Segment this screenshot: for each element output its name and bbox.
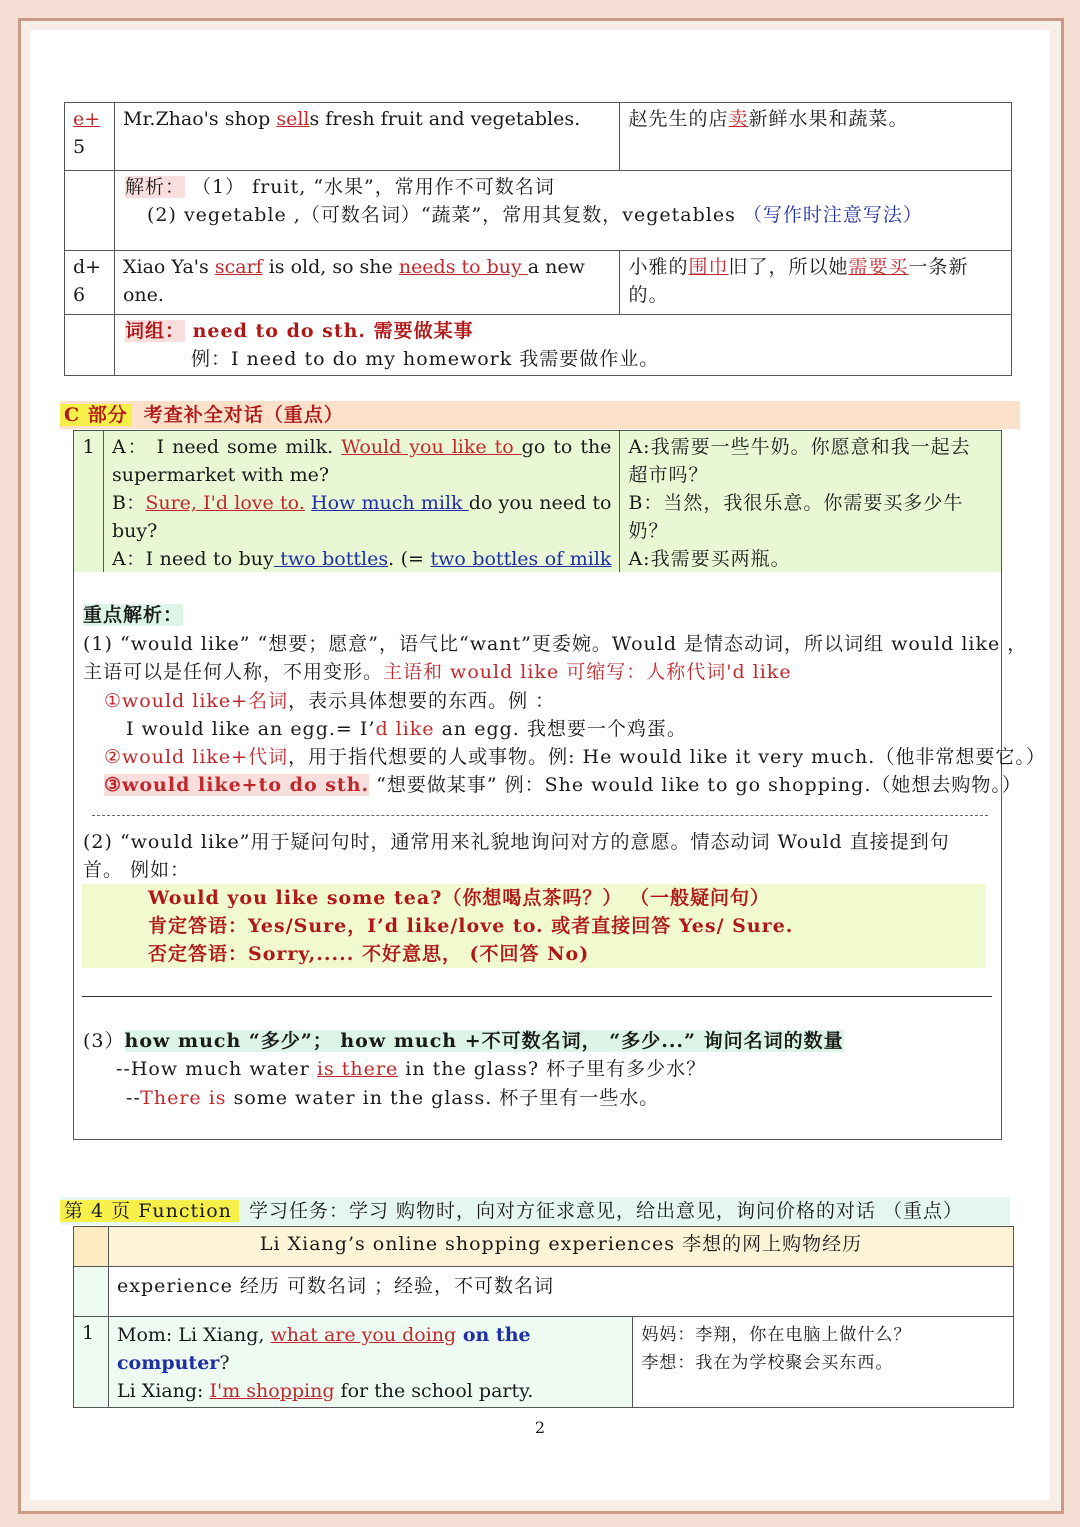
row-level: e+ <box>73 108 101 130</box>
text: is old, so she <box>262 256 399 278</box>
text: I'm shopping <box>209 1380 335 1402</box>
analysis-cell <box>114 171 1011 251</box>
dialogue-chinese <box>633 1317 1014 1408</box>
english-sentence <box>114 103 619 171</box>
phrase-text: need to do sth. 需要做某事 <box>185 320 474 342</box>
keyword-scarf: scarf <box>214 256 263 278</box>
vocab-note: experience 经历 可数名词 ；经验，不可数名词 <box>108 1267 1013 1317</box>
dialogue-english <box>108 1317 632 1408</box>
text: 赵先生的店 <box>628 108 729 130</box>
text: 新鲜水果和蔬菜。 <box>748 108 909 130</box>
row-level: d+ <box>73 256 102 278</box>
keyword-two-bottles: two bottles <box>273 548 389 570</box>
text: --How much water <box>116 1058 317 1080</box>
text: d like <box>375 718 435 740</box>
contraction-note: 主语和 would like 可缩写：人称代词'd like <box>383 661 792 683</box>
page-number: 2 <box>534 1418 546 1437</box>
text: is there <box>316 1058 399 1080</box>
phrase-example: 例：I need to do my homework 我需要做作业。 <box>190 348 660 370</box>
text: 旧了，所以她 <box>728 256 849 278</box>
analysis-p3-title <box>83 1027 844 1055</box>
section-tag: C 部分 <box>60 404 132 426</box>
analysis-label: 解析： <box>124 176 185 198</box>
keyword-needs: needs to buy <box>398 256 528 278</box>
text: (3） <box>83 1030 125 1052</box>
analysis-title <box>83 601 183 629</box>
page4-header <box>60 1197 1010 1225</box>
english-sentence <box>114 251 619 315</box>
chinese-sentence <box>620 251 1012 315</box>
text: ①would like+名词 <box>104 690 289 712</box>
keyword-xuyao: 需要买 <box>848 256 909 278</box>
text: go to the supermarket with me? <box>111 436 612 486</box>
phrase-cell <box>114 315 1011 376</box>
analysis-p2-line1: (2) “would like”用于疑问句时，通常用来礼貌地询问对方的意愿。情态动词 Would 直接提到句 <box>83 831 950 853</box>
analysis-p3-line2 <box>126 1084 659 1112</box>
text: an egg. 我想要一个鸡蛋。 <box>434 718 687 740</box>
text: ②would like+代词 <box>104 746 289 768</box>
phrase-label: 词组： <box>124 320 185 342</box>
row-index: 5 <box>73 136 86 158</box>
row-number <box>65 251 115 315</box>
table-row <box>65 315 1012 376</box>
table-row <box>74 1267 1014 1317</box>
chinese-sentence <box>620 103 1012 171</box>
empty-cell <box>74 1267 109 1317</box>
section-title: 考查补全对话（重点） <box>143 404 344 426</box>
text: A：I need to buy <box>111 548 274 570</box>
keyword-mai: 卖 <box>728 108 749 130</box>
writing-note: （写作时注意写法） <box>742 204 923 226</box>
table-row <box>65 103 1012 171</box>
text: on the computer <box>116 1324 531 1374</box>
text: There is <box>140 1087 227 1109</box>
text: 一条新的。 <box>628 256 969 306</box>
example-negative: 否定答语：Sorry,..... 不好意思， (不回答 No) <box>148 943 590 965</box>
section-c-header <box>60 401 1020 429</box>
page4-task: 学习任务：学习 购物时，向对方征求意见，给出意见，询问价格的对话 （重点） <box>248 1200 964 1222</box>
text: s <box>309 108 320 130</box>
keyword-would-you-like: Would you like to <box>341 436 522 458</box>
text: some water in the glass. 杯子里有一些水。 <box>226 1087 660 1109</box>
table-header <box>74 1227 1014 1267</box>
usage-2 <box>104 743 1046 771</box>
text: what are you doing <box>270 1324 457 1346</box>
text: A:我需要买两瓶。 <box>628 548 791 570</box>
text: （1） fruit, “水果”，常用作不可数名词 <box>192 176 555 198</box>
text: fresh fruit and vegetables. <box>319 108 581 130</box>
shopping-table <box>73 1226 1014 1408</box>
text: (2) vegetable ,（可数名词）“蔬菜”，常用其复数，vegetables <box>146 204 743 226</box>
usage-3 <box>104 771 1022 799</box>
text: ③would like+to do sth. <box>104 774 370 796</box>
text: Mom: Li Xiang, <box>116 1324 271 1346</box>
row-index: 1 <box>74 431 104 604</box>
table-row <box>65 251 1012 315</box>
analysis-p1-line1: (1) “would like” “想要；愿意”，语气比“want”更委婉。Would 是情态动词，所以词组 would like ， <box>83 633 1028 655</box>
usage-1-example <box>126 715 687 743</box>
keyword-weijin: 围巾 <box>688 256 729 278</box>
text: “想要做某事” 例：She would like to go shopping.（她想去购物。） <box>369 774 1022 796</box>
text: Xiao Ya's <box>122 256 215 278</box>
text: B：当然，我很乐意。你需要买多少牛 <box>628 492 964 514</box>
text: 李想：我在为学校聚会买东西。 <box>641 1353 894 1373</box>
analysis-p2-line2: 首。 例如： <box>83 859 191 881</box>
empty-cell <box>74 1227 109 1267</box>
text: ，表示具体想要的东西。例 ： <box>288 690 556 712</box>
text: ? <box>219 1352 230 1374</box>
text: I would like an egg.= I’ <box>126 718 376 740</box>
keyword-sells: sell <box>276 108 310 130</box>
text: . (= <box>388 548 431 570</box>
row-number <box>65 103 115 171</box>
text: Mr.Zhao's shop <box>122 108 277 130</box>
example-positive: 肯定答语：Yes/Sure，I’d like/love to. 或者直接回答 Yes/ Sure. <box>148 915 794 937</box>
usage-1 <box>104 687 555 715</box>
row-index: 6 <box>73 284 86 306</box>
solid-divider <box>82 996 992 997</box>
row-index: 1 <box>74 1317 109 1408</box>
text: do you need to buy? <box>111 492 612 542</box>
text: 超市吗？ <box>628 464 709 486</box>
text: a new one. <box>122 256 585 306</box>
dashed-divider <box>92 815 988 816</box>
analysis-p3-line1 <box>116 1055 706 1083</box>
keyword-how-much: How much milk <box>311 492 469 514</box>
text: 奶？ <box>628 520 669 542</box>
text: Li Xiang: <box>116 1380 210 1402</box>
text: B： <box>111 492 146 514</box>
keyword-two-bottles-milk: two bottles of milk <box>430 548 612 570</box>
text: 重点解析： <box>83 604 184 626</box>
table-title: Li Xiang’s online shopping experiences 李想的网上购物经历 <box>108 1227 1013 1267</box>
text: 小雅的 <box>628 256 689 278</box>
table-row <box>74 1317 1014 1408</box>
table-row <box>65 171 1012 251</box>
text: how much “多少”； how much +不可数名词， “多少...” 询问名词的数量 <box>124 1030 844 1052</box>
text: -- <box>126 1087 141 1109</box>
text: A： I need some milk. <box>111 436 342 458</box>
empty-cell <box>65 315 115 376</box>
text: in the glass? 杯子里有多少水？ <box>398 1058 707 1080</box>
vocab-table-1 <box>64 102 1012 376</box>
page4-tag: 第 4 页 Function <box>60 1200 239 1222</box>
text: ，用于指代想要的人或事物。例: He would like it very much.（他非常想要它。） <box>288 746 1046 768</box>
example-question: Would you like some tea?（你想喝点茶吗？） （一般疑问句） <box>148 887 770 909</box>
text: 妈妈：李翔，你在电脑上做什么？ <box>641 1325 912 1345</box>
keyword-sure: Sure, I'd love to. <box>145 492 305 514</box>
text: for the school party. <box>334 1380 534 1402</box>
text: A:我需要一些牛奶。你愿意和我一起去 <box>628 436 971 458</box>
text: 主语可以是任何人称，不用变形。 <box>83 661 384 683</box>
analysis-p1-line2 <box>83 658 792 686</box>
empty-cell <box>65 171 115 251</box>
